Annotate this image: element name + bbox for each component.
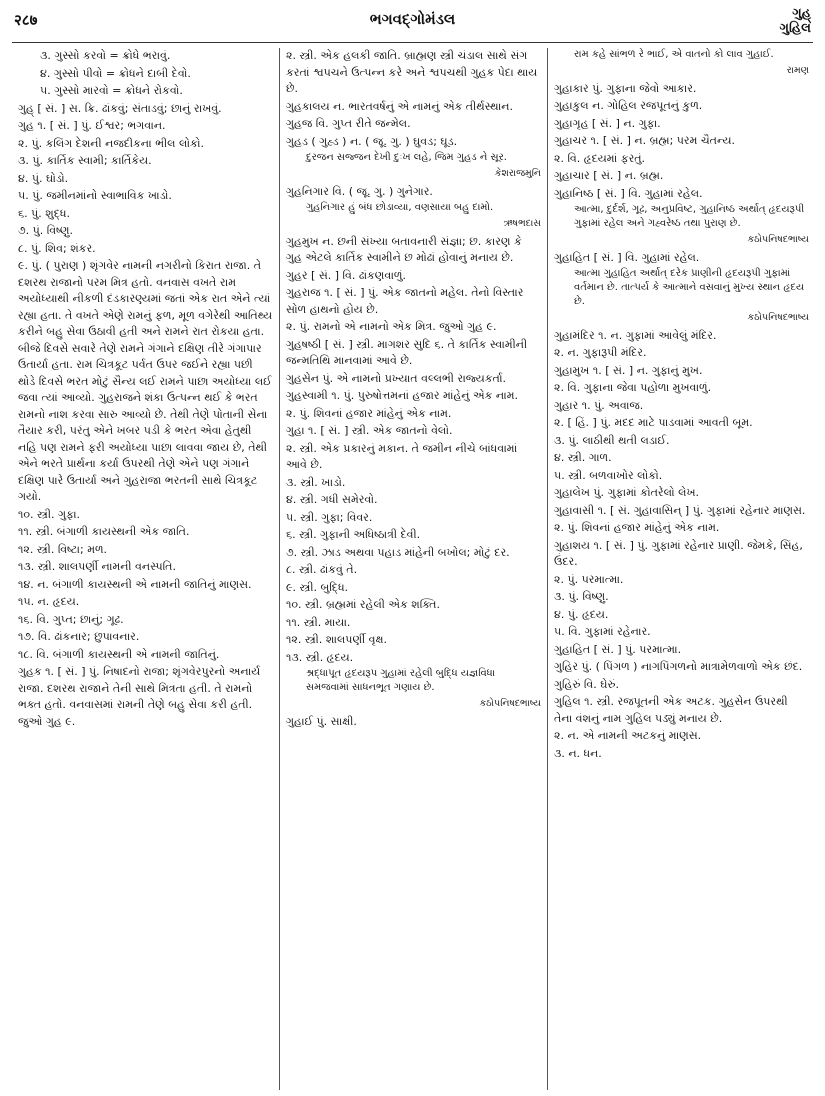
column-right [547, 48, 815, 1090]
dictionary-entry: ૧૨. સ્ત્રી. શાલપર્ણી વૃક્ષ. [286, 633, 388, 646]
quotation: આત્મા, દુર્દર્શ, ગૂઢ, અનુપ્રવિષ્ટ, ગુહાનિષ્ઠ અર્થાત્ હૃદયરૂપી ગુફામાં રહેલ અને ગહ્વરેષ્ઠ તથા પુરાણ છે. [574, 204, 805, 229]
dictionary-entry: ૨. વિ. હૃદયમાં ફરતું. [554, 151, 646, 165]
dictionary-entry: ૫. સ્ત્રી. બળવાખોર લોકો. [554, 468, 663, 482]
quotation: દુરજન સજ્જન દેખી દુઃખ લહે, જિમ ગુહડ ને સૂર. [306, 152, 507, 163]
dictionary-entry: ૨. પું. કલિંગ દેશની નજદીકના ભીલ લોકો. [18, 136, 205, 150]
dictionary-entry: ૧૨. સ્ત્રી. વિષ્ટા; મળ. [18, 542, 108, 556]
dictionary-entry: ૩. સ્ત્રી. ખાડો. [286, 475, 346, 489]
citation-source: કેશરાજમુનિ [494, 168, 541, 179]
dictionary-entry: ૩. પું. વિષ્ણુ. [554, 590, 609, 603]
dictionary-entry: ગુહામુખ ૧. [ સં. ] ન. ગુફાનું મુખ. [554, 363, 703, 377]
dictionary-entry: ૨. સ્ત્રી. એક પ્રકારનું મકાન. તે જમીન નીચે બાંધવામાં આવે છે. [286, 441, 518, 471]
dictionary-entry: ૧૧. સ્ત્રી. માયા. [286, 615, 351, 629]
dictionary-entry: ૫. ગુસ્સો મારવો = ક્રોધને રોકવો. [40, 84, 183, 97]
dictionary-entry: ૭. પું. વિષ્ણુ. [18, 224, 73, 237]
quotation: રામ કહે સાંભળ રે ભાઈ, એ વાતનો કો લાવ ગુહાઈ. [574, 49, 774, 60]
dictionary-entry: ૬. પું. શુદ્ધ. [18, 206, 71, 220]
dictionary-entry: ગુહર [ સં. ] વિ. ઢાંકણવાળું. [286, 268, 406, 282]
dictionary-entry: ૧૫. ન. હૃદય. [18, 595, 80, 608]
header-rule [12, 42, 813, 43]
dictionary-entry: ૩. પું. લાઠીથી થતી લડાઈ. [554, 433, 670, 447]
dictionary-entry: ૧૩. સ્ત્રી. શાલપર્ણી નામની વનસ્પતિ. [18, 560, 176, 573]
dictionary-entry: ૧૦. સ્ત્રી. ગુફા. [18, 507, 81, 521]
dictionary-entry: ગુહાગૃહ [ સં. ] ન. ગુફા. [554, 116, 661, 130]
dictionary-entry: ગુહમુખ ન. છની સંખ્યા બતાવનારી સંજ્ઞા; છ. કારણ કે ગુહ એટલે કાર્તિક સ્વામીને છ મોઢાં હોવાનું મનાય છે. [286, 234, 522, 264]
citation-source: કઠોપનિષદભાષ્ય [479, 698, 541, 709]
dictionary-entry: ગુહાચર ૧. [ સં. ] ન. બ્રહ્મ; પરમ ચૈતન્ય. [554, 134, 735, 147]
dictionary-entry: ગુહાવાસી ૧. [ સં. ગુહાવાસિન્ ] પું. ગુફામાં રહેનાર માણસ. [554, 503, 806, 517]
dictionary-entry: ૪. સ્ત્રી. ગધી સમેરવો. [286, 493, 378, 506]
dictionary-entry: ૫. સ્ત્રી. ગુફા; વિવર. [286, 510, 373, 524]
dictionary-entry: ગુહાશય ૧. [ સં. ] પું. ગુફામાં રહેનાર પ્રાણી. જેમકે, સિંહ, ઉંદર. [554, 538, 803, 568]
dictionary-entry: ગુહાચાર [ સં. ] ન. બ્રહ્મ. [554, 169, 664, 182]
dictionary-entry: ગુહષષ્ઠી [ સં. ] સ્ત્રી. માગશર સુદિ ૬. તે કાર્તિક સ્વામીની જન્મતિથિ માનવામાં આવે છે. [286, 337, 528, 367]
dictionary-entry: ગુહિરું વિ. ઘેરું. [554, 677, 619, 691]
dictionary-entry: ૮. સ્ત્રી. ઢાંકવું તે. [286, 563, 358, 576]
dictionary-entry: ગુહકાલય ન. ભારતવર્ષનું એ નામનું એક તીર્થસ્થાન. [286, 99, 513, 113]
dictionary-entry: ૩. પું. કાર્તિક સ્વામી; કાર્તિકેય. [18, 154, 152, 167]
dictionary-entry: ગુહાલેખ પું. ગુફામાં કોતરેલો લેખ. [554, 486, 699, 499]
dictionary-entry: ૨. ન. એ નામની અટકનું માણસ. [554, 729, 702, 742]
dictionary-entry: ૧૪. ન. બંગાળી કાયસ્થની એ નામની જાતિનું માણસ. [18, 577, 252, 591]
dictionary-entry: ગુહાર ૧. પું. અવાજ. [554, 398, 644, 412]
dictionary-entry: ૩. ગુસ્સો કરવો = ક્રોધે ભરાવું. [40, 49, 171, 62]
dictionary-entry: ગુહાહિત [ સં. ] પું. પરમાત્મા. [554, 642, 682, 656]
dictionary-entry: ગુહિર પું. ( પિંગળ ) નાગપિંગળનો માત્રામેળવાળો એક છંદ. [554, 660, 803, 673]
dictionary-entry: ૫. પું. જમીનમાંનો સ્વાભાવિક ખાડો. [18, 189, 172, 202]
dictionary-entry: ગુહડ ( ગુહ્ડ ) ન. ( જૂ. ગુ. ) ઘુવડ; ઘૂડ. [286, 134, 458, 148]
dictionary-entry: ૧૬. વિ. ગુપ્ત; છાનું; ગૂઢ. [18, 612, 124, 626]
column-middle [279, 48, 547, 1090]
page-header [14, 6, 811, 36]
dictionary-entry: ગુહસેન પું. એ નામનો પ્રખ્યાત વલ્લભી રાજ્યકર્તા. [286, 371, 507, 385]
guide-words [780, 6, 812, 36]
page-number: २८७ [14, 11, 38, 29]
dictionary-entry: ૭. સ્ત્રી. ઝાડ અથવા પહાડ માંહેની બખોલ; મોટું દર. [286, 545, 510, 559]
dictionary-entry: ગુહક ૧. [ સં. ] પું. નિષાદનો રાજા; શૃંગવેરપુરનો અનાર્ય રાજા. દશરથ રાજાને તેની સાથે મિત્રતા હતી. તે રામનો ભક્ત હતો. વનવાસમાં રામની તેણે બહુ સેવા કરી હતી. જુઓ ગુહ ૯. [18, 665, 261, 728]
dictionary-entry: ૯. પું. ( પુરાણ ) શૃંગવેર નામની નગરીનો કિરાત રાજા. તે દશરથ રાજાનો પરમ મિત્ર હતો. વનવાસ વખતે રામ અયોધ્યાથી નીકળી દંડકારણ્યમાં જતાં એક રાત એને ત્યાં રહ્યા હતા. તે વખતે એણે રામનું ફળ, મૂળ વગેરેથી આતિથ્ય કરીને બહુ સેવા ઉઠાવી હતી અને રામને રાત રોકયા હતા. બીજે દિવસે સવારે તેણે રામને ગંગાને દક્ષિણ તીરે ગંગાપાર ઉતાર્યા હતા. રામ ચિત્રકૂટ પર્વત ઉપર જઈને રહ્યા પછી થોડે દિવસે ભરત મોટું સૈન્ય લઈ રામને પાછા અયોધ્યા લઈ જવા ત્યાં આવ્યો. ગુહરાજને શંકા ઉત્પન્ન થઈ કે ભરત રામનો નાશ કરવા સારુ આવ્યો છે. તેથી તેણે પોતાની સેના તૈયાર કરી, પરંતુ એને ખબર પડી કે ભરત એવા હેતુથી નહિ પણ રામને ફરી અયોધ્યા પાછા લાવવા જાય છે, તેથી એને ભરતે પ્રાર્થના કર્યા ઉપરથી તેણે એને પણ ગંગાને દક્ષિણ પારે ઉતાર્યા અને ગુહરાજા ભરતની સાથે ચિત્રકૂટ ગયો. [18, 259, 273, 503]
dictionary-entry: ગુહાકુલ ન. ગોહિલ રજપૂતનું કુળ. [554, 99, 703, 112]
columns [12, 48, 815, 1090]
dictionary-entry: ગુહજ વિ. ગુપ્ત રીતે જન્મેલ. [286, 117, 411, 130]
dictionary-entry: ગુહાઈ પું. સાક્ષી. [286, 714, 357, 728]
dictionary-entry: ૨. વિ. ગુફાના જેવા પહોળા મુખવાળું. [554, 381, 712, 394]
dictionary-entry: ગુહાહિત [ સં. ] વિ. ગુહામાં રહેલ. [554, 250, 700, 264]
guide-word-first: ગુહ્ [792, 6, 811, 21]
column-left [12, 48, 279, 1090]
guide-word-last: ગુહિલ [779, 21, 811, 36]
dictionary-entry: ગુહાનિષ્ઠ [ સં. ] વિ. ગુહામાં રહેલ. [554, 186, 703, 200]
dictionary-entry: ગુહા ૧. [ સં. ] સ્ત્રી. એક જાતનો વેલો. [286, 424, 453, 437]
dictionary-entry: ૨. પું. પરમાત્મા. [554, 572, 624, 586]
dictionary-entry: ૧૧. સ્ત્રી. બંગાળી કાયસ્થની એક જાતિ. [18, 525, 190, 538]
dictionary-entry: ૨. ન. ગુફારૂપી મંદિર. [554, 346, 647, 359]
citation-source: કઠોપનિષદભાષ્ય [747, 234, 809, 245]
dictionary-entry: ગુહાકાર પું. ગુફાના જેવો આકાર. [554, 81, 697, 95]
dictionary-entry: ૪. ગુસ્સો પીવો = ક્રોધને દાબી દેવો. [40, 66, 191, 80]
citation-source: કઠોપનિષદભાષ્ય [747, 312, 809, 323]
dictionary-entry: ૧૮. વિ. બંગાળી કાયસ્થની એ નામની જાતિનું. [18, 647, 220, 661]
dictionary-entry: ૫. વિ. ગુફામાં રહેનાર. [554, 625, 651, 638]
dictionary-entry: ૮. પું. શિવ; શંકર. [18, 241, 96, 255]
dictionary-entry: ગુહસ્વામી ૧. પું. પુરુષોત્તમનાં હજાર માંહેનું એક નામ. [286, 389, 519, 402]
dictionary-entry: ૪. પું. હૃદય. [554, 607, 609, 621]
dictionary-entry: ૯. સ્ત્રી. બુદ્ધિ. [286, 580, 349, 594]
page-title: ભગવદ્‌ગોમંડલ [369, 10, 456, 28]
dictionary-entry: ૨. સ્ત્રી. એક હલકી જાતિ. બ્રાહ્મણ સ્ત્રી ચંડાલ સાથે સંગ કરતાં શ્વપચને ઉત્પન્ન કરે અને શ્વપચથી ગુહક પેદા થાય છે. [286, 49, 538, 95]
dictionary-entry: ૧૩. સ્ત્રી. હૃદય. [286, 650, 354, 664]
quotation: શ્રદ્ધાપૂત હૃદયરૂપ ગુહામાં રહેલી બુદ્ધિ યજ્ઞવિધા સમજવામાં સાધનભૂત ગણાય છે. [306, 668, 496, 693]
dictionary-entry: ૪. સ્ત્રી. ગાળ. [554, 451, 612, 464]
dictionary-entry: ગુહ ૧. [ સં. ] પું. ઈશ્વર; ભગવાન. [18, 119, 166, 132]
dictionary-entry: ૬. સ્ત્રી. ગુફાની અધિષ્ઠાત્રી દેવી. [286, 528, 421, 541]
dictionary-entry: ૧૦. સ્ત્રી. બ્રહ્મમાં રહેલી એક શક્તિ. [286, 598, 440, 611]
dictionary-entry: ૨. પું. રામનો એ નામનો એક મિત્ર. જુઓ ગુહ ૯. [286, 320, 497, 333]
dictionary-entry: ૨. પું. શિવનાં હજાર માંહેનું એક નામ. [286, 406, 452, 420]
dictionary-entry: ગુહરાજ ૧. [ સં. ] પું. એક જાતનો મહેલ. તેનો વિસ્તાર સોળ હાથનો હોય છે. [286, 286, 524, 316]
citation-source: ઋષભદાસ [503, 218, 541, 229]
dictionary-entry: ૨. [ હિં. ] પું. મદદ માટે પાડવામાં આવતી બૂમ. [554, 416, 753, 429]
dictionary-entry: ગુહ્ [ સં. ] સ. ક્રિ. ઢાંકવું; સંતાડવું; છાનું રાખવું. [18, 101, 222, 115]
quotation: આત્મા ગુહાહિત અર્થાત્ દરેક પ્રાણીની હૃદયરૂપી ગુફામાં વર્તમાન છે. તાત્પર્ય કે આત્માને વસવાનું મુખ્ય સ્થાન હૃદય છે. [574, 268, 805, 307]
dictionary-entry: ૪. પું. ઘોડો. [18, 171, 69, 185]
citation-source: રામણ [786, 65, 809, 76]
dictionary-entry: ૨. પું. શિવનાં હજાર માંહેનું એક નામ. [554, 521, 720, 534]
quotation: ગુહનિગાર હું બંધ છોડાવ્યા, વણસાયા બહુ દામો. [306, 202, 494, 213]
dictionary-entry: ગુહિલ ૧. સ્ત્રી. રજપૂતની એક અટક. ગુહસેન ઉપરથી તેના વંશનું નામ ગુહિલ પડ્યું મનાય છે. [554, 695, 788, 725]
dictionary-entry: ૩. ન. ધન. [554, 746, 602, 760]
dictionary-entry: ૧૭. વિ. ઢાંકનાર; છુપાવનાર. [18, 630, 140, 643]
dictionary-entry: ગુહનિગાર વિ. ( જૂ. ગુ. ) ગુનેગાર. [286, 184, 433, 198]
dictionary-entry: ગુહામંદિર ૧. ન. ગુફામાં આવેલું મંદિર. [554, 328, 717, 342]
